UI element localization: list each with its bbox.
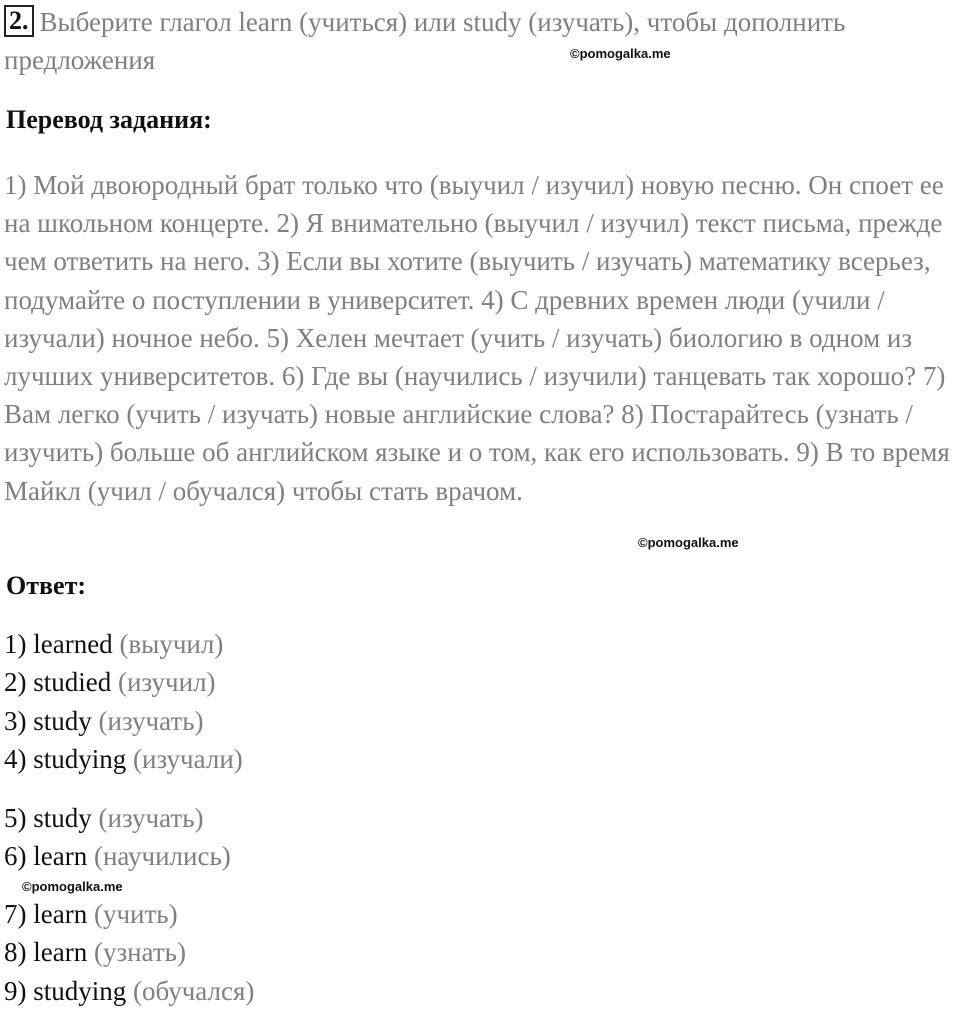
list-item: 1) learned (выучил) [4, 629, 224, 659]
list-item: 7) learn (учить) [4, 899, 178, 929]
task-number: 2. [4, 5, 34, 37]
answer-list-group-2 [4, 799, 604, 876]
watermark-bottom: ©pomogalka.me [22, 879, 123, 894]
list-item: 9) studying (обучался) [4, 975, 255, 1006]
list-item: 2) studied (изучил) [4, 667, 216, 698]
watermark-top: ©pomogalka.me [570, 46, 671, 61]
answer-list-group-1 [4, 625, 604, 778]
task-instruction [4, 3, 954, 79]
task-instruction-text: Выберите глагол learn (учиться) или study (изучать), чтобы дополнить предложения [4, 7, 846, 75]
watermark-middle: ©pomogalka.me [638, 535, 739, 550]
list-item: 4) studying (изучали) [4, 743, 243, 774]
answer-heading: Ответ: [6, 571, 87, 600]
list-item: 5) study (изучать) [4, 803, 204, 833]
translation-text: 1) Мой двоюродный брат только что (выучил / изучил) новую песню. Он споет ее на школьном концерте. 2) Я внимательно (выучил / изучил) текст письма, прежде чем ответить на него. 3) Если вы хотите (выучить / изучать) математику всерьез, подумайте о поступлении в университет. 4) С древних времен люди (учили / изучали) ночное небо. 5) Хелен мечтает (учить / изучать) биологию в одном из лучших университетов. 6) Где вы (научились / изучили) танцевать так хорошо? 7) Вам легко (учить / изучать) новые английские слова? 8) Постарайтесь (узнать / изучить) больше об английском языке и о том, как его использовать. 9) В то время Майкл (учил / обучался) чтобы стать врачом. [4, 170, 950, 506]
translation-heading: Перевод задания: [6, 105, 212, 134]
answer-list-group-3 [4, 895, 604, 1010]
list-item: 3) study (изучать) [4, 705, 204, 736]
list-item: 8) learn (узнать) [4, 937, 186, 968]
list-item: 6) learn (научились) [4, 841, 231, 872]
